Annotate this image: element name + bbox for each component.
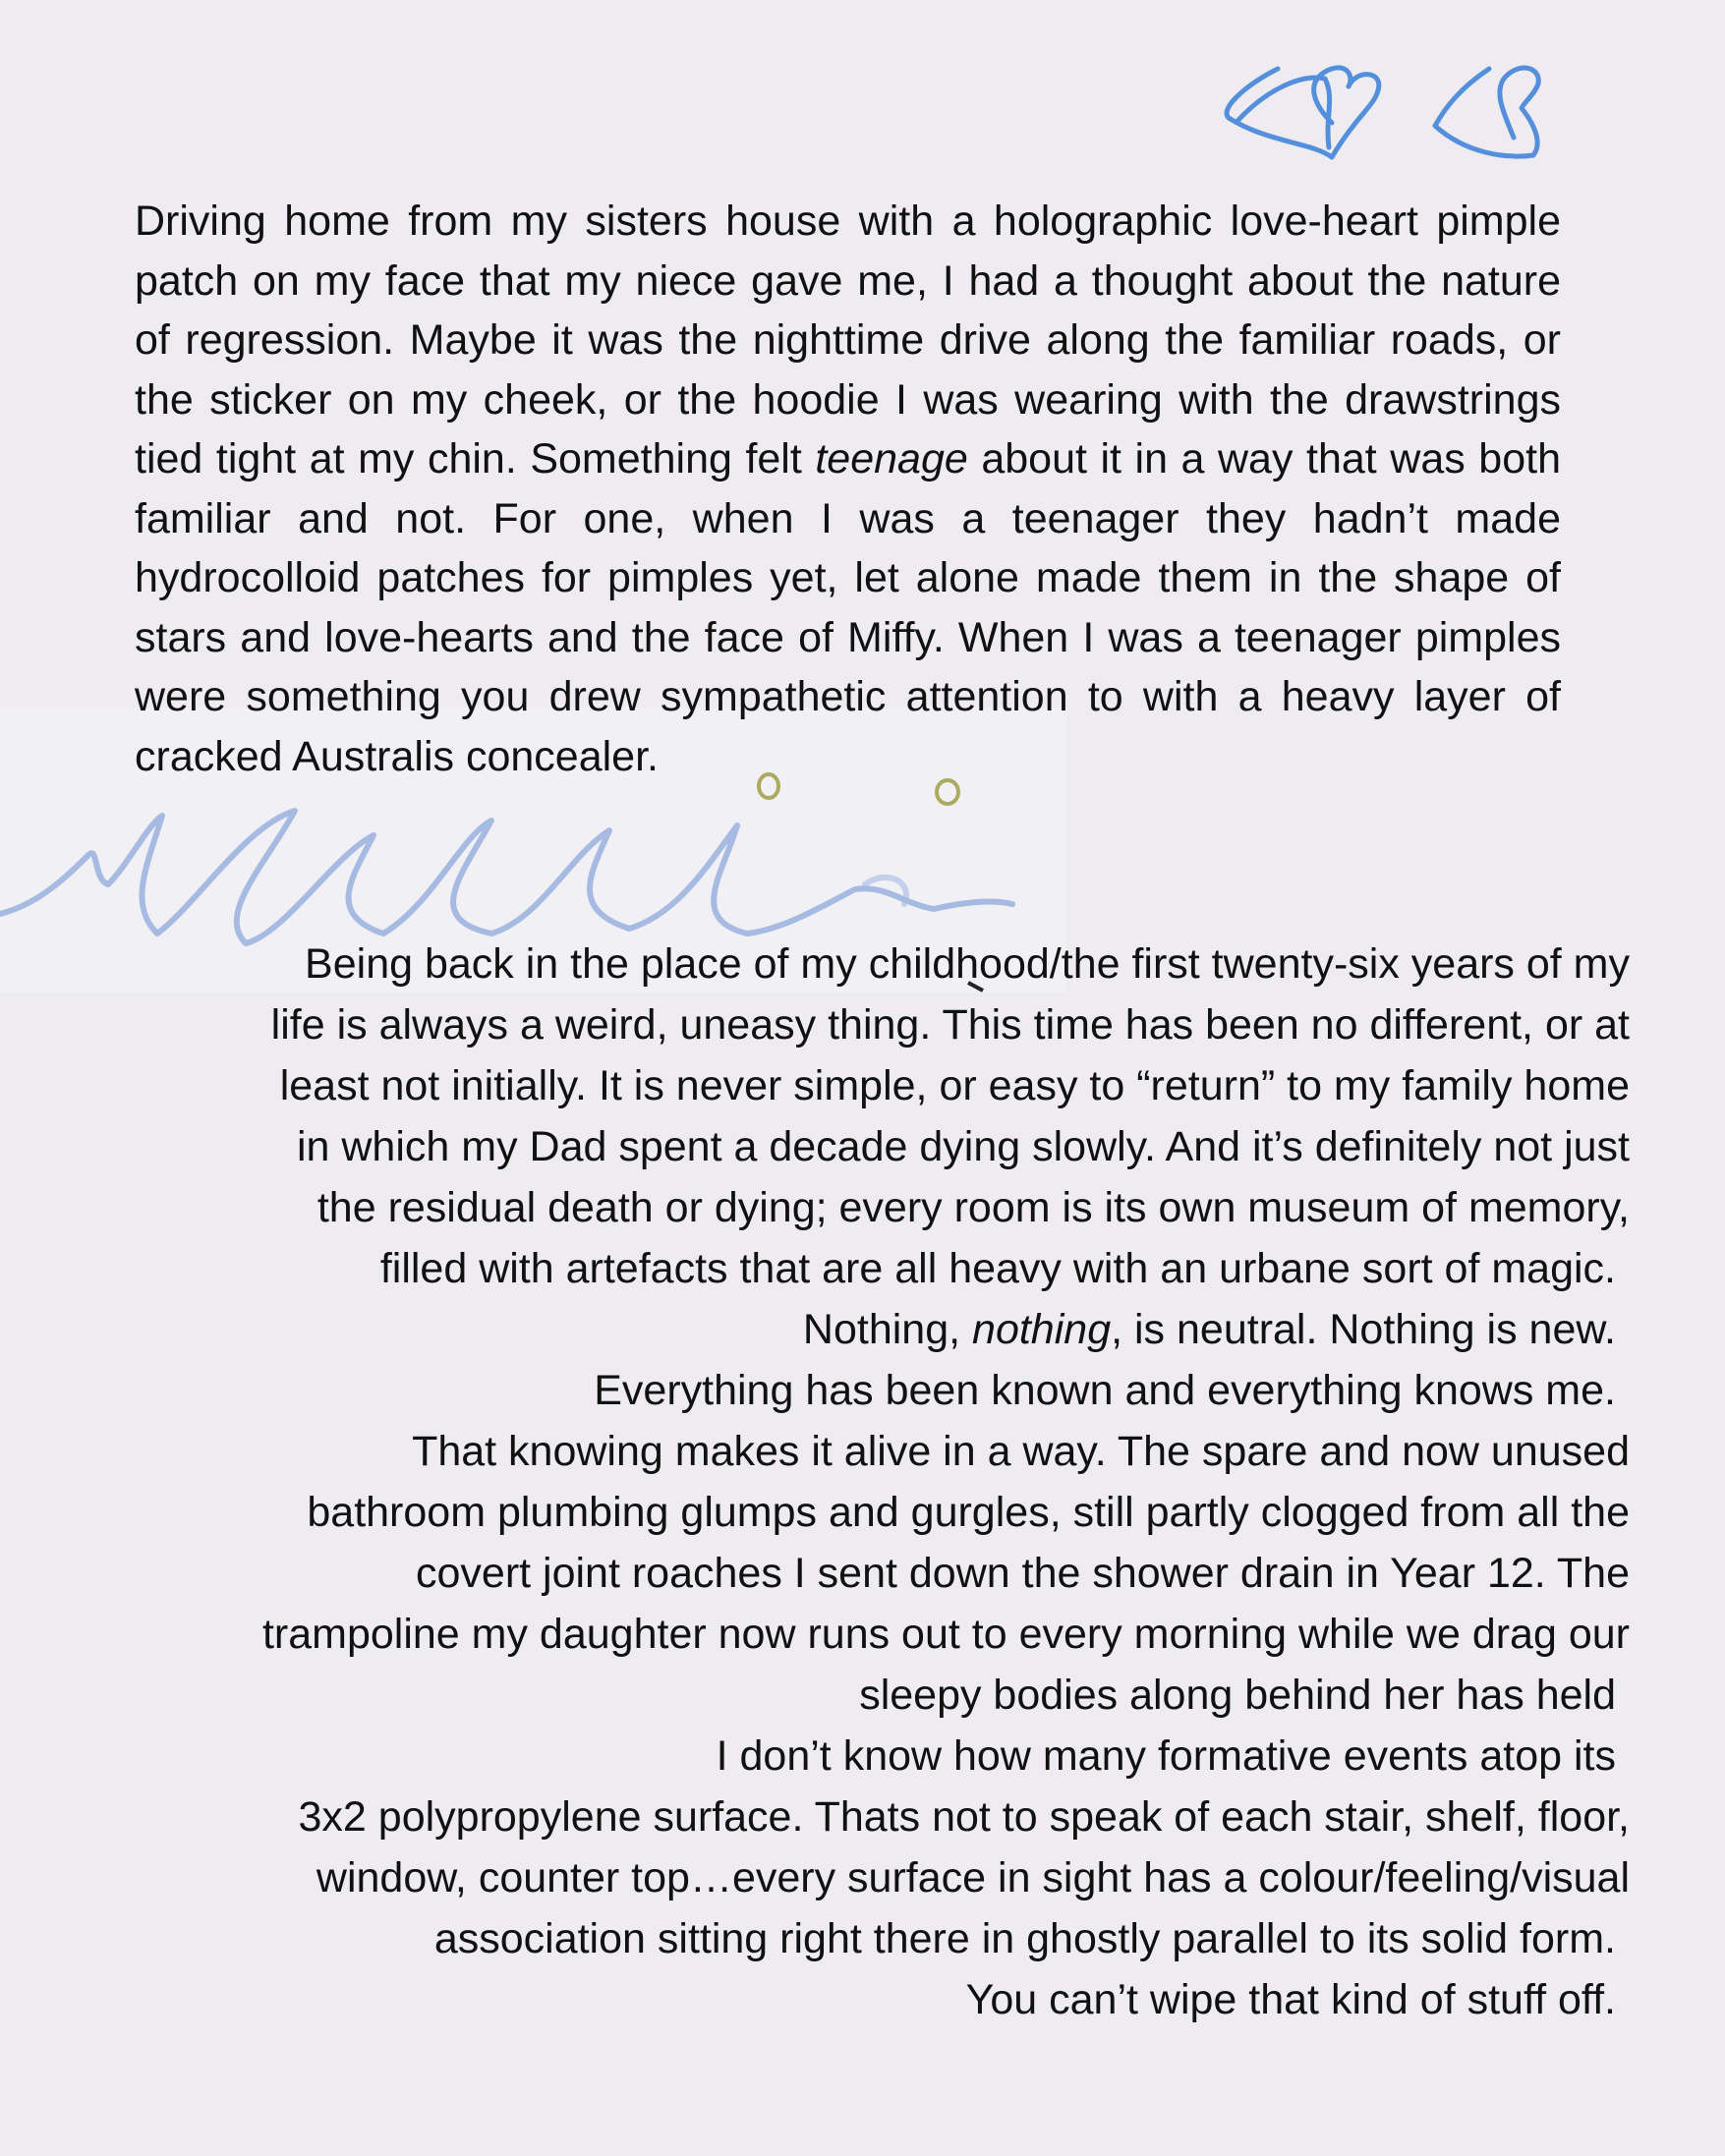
paragraph-2-line-9: That knowing makes it alive in a way. The spare and now unused: [412, 1428, 1630, 1475]
heart-right-icon: [1435, 68, 1538, 156]
paragraph-2-line-14: I don’t know how many formative events atop its: [716, 1732, 1616, 1780]
hand-drawn-hearts-decoration: [1209, 49, 1563, 177]
paragraph-2-line-4: in which my Dad spent a decade dying slowly. And it’s definitely not just: [296, 1123, 1630, 1170]
paragraph-2-line-13: sleepy bodies along behind her has held: [859, 1672, 1616, 1719]
paragraph-childhood-home: [197, 934, 1630, 2030]
line-7-start: Nothing,: [802, 1306, 973, 1353]
paragraph-2-line-2: life is always a weird, uneasy thing. This time has been no different, or at: [270, 1001, 1630, 1049]
paragraph-2-line-6: filled with artefacts that are all heavy with an urbane sort of magic.: [379, 1245, 1616, 1292]
hearts-drawing: [1209, 49, 1563, 177]
paragraph-2-line-5: the residual death or dying; every room is its own museum of memory,: [316, 1184, 1630, 1231]
paragraph-2-line-16: window, counter top…every surface in sight has a colour/feeling/visual: [316, 1854, 1630, 1901]
emphasis-nothing: nothing: [972, 1306, 1112, 1353]
paragraph-2-line-12: trampoline my daughter now runs out to every morning while we drag our: [261, 1611, 1630, 1658]
paragraph-2-line-8: Everything has been known and everything knows me.: [594, 1367, 1616, 1414]
paragraph-2-line-18: You can’t wipe that kind of stuff off.: [965, 1976, 1616, 2023]
paragraph-1-text-part-2: about it in a way that was both familiar and not. For one, when I was a teenager they hadn’t made hydrocolloid patches for pimples yet, let alone made them in the shape of stars and love-hearts and the face of Miffy. When I was a teenager pimples were something you drew sympathetic attention to with a heavy layer of cracked Australis concealer.: [135, 435, 1561, 780]
paragraph-2-line-7: [197, 1299, 1630, 1360]
paragraph-1-text-part-1: Driving home from my sisters house with a holographic love-heart pimple patch on my face that my niece gave me, I had a thought about the nature of regression. Maybe it was the nighttime drive along the familiar roads, or the sticker on my cheek, or the hoodie I was wearing with the drawstrings tied tight at my chin. Something felt: [135, 198, 1561, 482]
paragraph-driving-home: [135, 192, 1561, 786]
paragraph-2-line-17: association sitting right there in ghostly parallel to its solid form.: [433, 1915, 1616, 1962]
paragraph-2-line-1: Being back in the place of my childhood/the first twenty-six years of my: [305, 940, 1630, 988]
line-7-end: , is neutral. Nothing is new.: [1111, 1306, 1616, 1353]
paragraph-2-line-11: covert joint roaches I sent down the shower drain in Year 12. The: [415, 1550, 1630, 1597]
paragraph-2-line-15: 3x2 polypropylene surface. Thats not to speak of each stair, shelf, floor,: [298, 1793, 1630, 1841]
paragraph-2-line-3: least not initially. It is never simple, or easy to “return” to my family home: [279, 1062, 1630, 1109]
emphasis-teenage: teenage: [815, 435, 968, 482]
paragraph-2-line-10: bathroom plumbing glumps and gurgles, still partly clogged from all the: [307, 1489, 1630, 1536]
